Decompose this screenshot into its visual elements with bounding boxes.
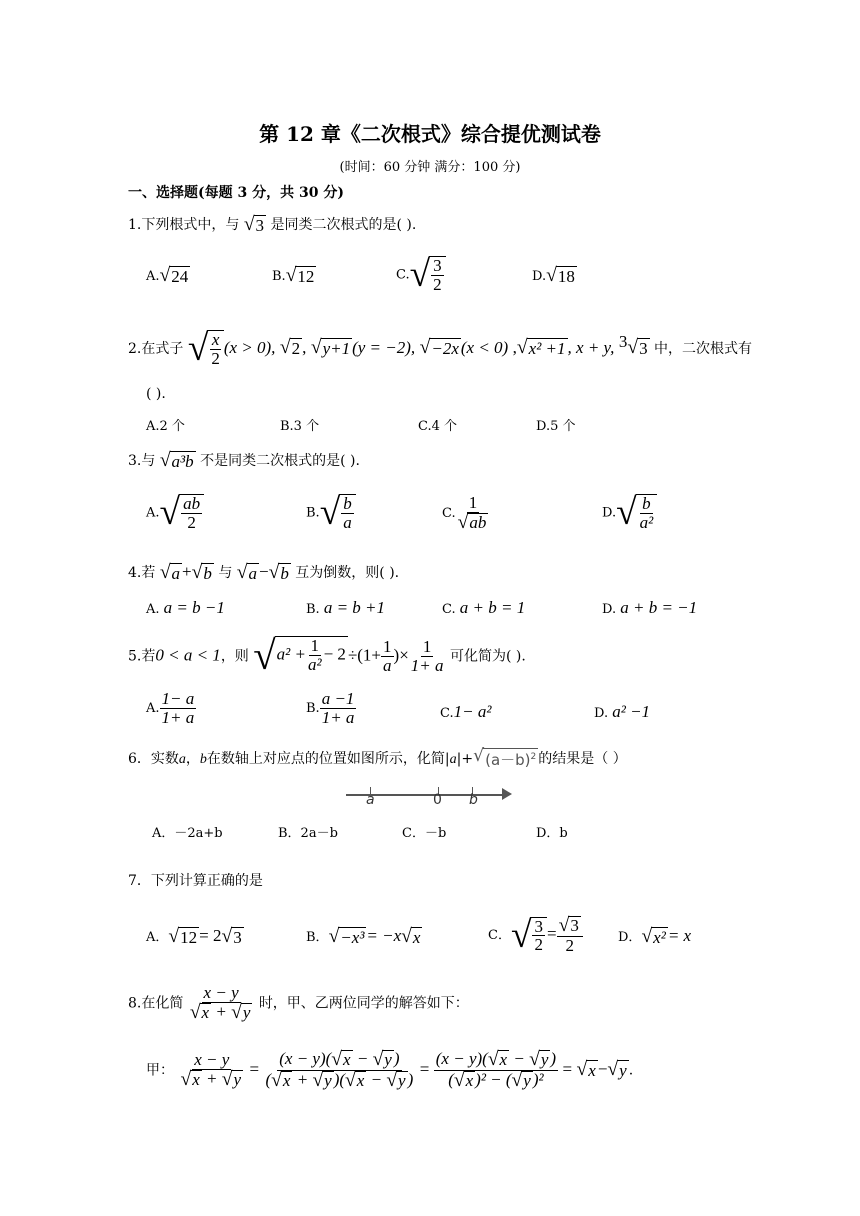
page-subtitle: (时间：60 分钟 满分：100 分) [339,160,521,175]
q5-option-d: D. a² −1 [594,702,651,721]
q2-paren: ( ). [146,386,166,402]
q1-option-d: D. √ 18 [532,265,575,286]
page-title: 第 12 章《二次根式》综合提优测试卷 [259,122,601,146]
q2-option-a: A.2 个 [146,419,185,434]
q4-option-d: D. a + b = −1 [602,598,698,617]
q3-option-a: A. √ $\frac{ab}{2}$ [146,494,204,532]
q6-option-b: B．2a－b [278,826,338,841]
number-line-label-0: 0 [433,792,442,808]
number-line-label-b: b [469,792,478,808]
q8-solution-jia: 甲： x − y √ x + √ y = (x − y)( √ x − √ y ) ( √ x + √ y )( √ x − √ y ) = (x − y)( √ x − √ y ) ( √ x )² − ( √ y )² = √ x − √ y . [146,1049,634,1092]
q3-option-c: C. 1 √ ab [442,493,487,534]
q6-option-c: C．－b [402,826,447,841]
arrow-right-icon [502,788,512,800]
q5-option-b: B. $\frac{a -1}{1+ a}$ [306,689,355,727]
q1-option-c: C. √ $\frac{3}{2}$ [396,256,446,294]
q7-option-b: B． √ −x³ = −x √ x [306,926,421,947]
q4-option-b: B. a = b +1 [306,598,386,617]
question-7: 7．下列计算正确的是 [128,873,263,889]
q7-option-c: C． √ $\frac{3}{2}$ = √ 3 2 [488,916,583,955]
q2-option-d: D.5 个 [536,419,576,434]
q2-option-c: C.4 个 [418,419,458,434]
q5-option-c: C.1− a² [440,702,492,721]
question-2: 2.在式子 √ $\frac{x}{2}$ (x > 0), √ 2 , √ y+1 (y = −2), √ −2x (x < 0) , √ x² +1 , x + y, $^3$ √ 3 中，二次根式有 [128,328,753,369]
question-6: 6．实数a，b在数轴上对应点的位置如图所示，化简|a|+ √ $(a-b)^2$ 的结果是（ ） [128,746,627,769]
q1-option-b: B. √ 12 [272,265,315,286]
q3-option-d: D. √ $\frac{b}{\text{a²}}$ [602,494,657,532]
number-line-label-a: a [366,792,375,808]
question-5: 5.若0 < a < 1，则 √ a² + $\frac{1}{\text{a²}}$ − 2 ÷(1+ $\frac{1}{a}$ )× $\frac{1}{1+ a}$ 可化简为( ). [128,633,526,678]
q4-option-c: C. a + b = 1 [442,598,526,617]
question-1: 1.下列根式中，与 √ 3 是同类二次根式的是( ). [128,213,417,235]
question-3: 3.与 √ a³b 不是同类二次根式的是( ). [128,449,360,471]
q7-option-a: A． √ 12 = 2 √ 3 [146,926,242,947]
q4-option-a: A. a = b −1 [146,598,225,617]
q7-option-d: D． √ x² = x [618,926,692,947]
question-4: 4.若 √ a + √ b 与 √ a − √ b 互为倒数，则( ). [128,561,400,583]
section-heading: 一、选择题(每题 3 分，共 30 分) [128,185,344,201]
q3-option-b: B. √ $\frac{b}{a}$ [306,494,356,532]
q5-option-a: A. $\frac{1- a}{1+ a}$ [146,689,195,727]
question-8: 8.在化简 x − y √ x + √ y 时，甲、乙两位同学的解答如下： [128,983,469,1024]
q2-option-b: B.3 个 [280,419,320,434]
q6-option-d: D．b [536,826,568,841]
q1-option-a: A. √ 24 [146,265,189,286]
q6-option-a: A．－2a+b [152,826,223,841]
